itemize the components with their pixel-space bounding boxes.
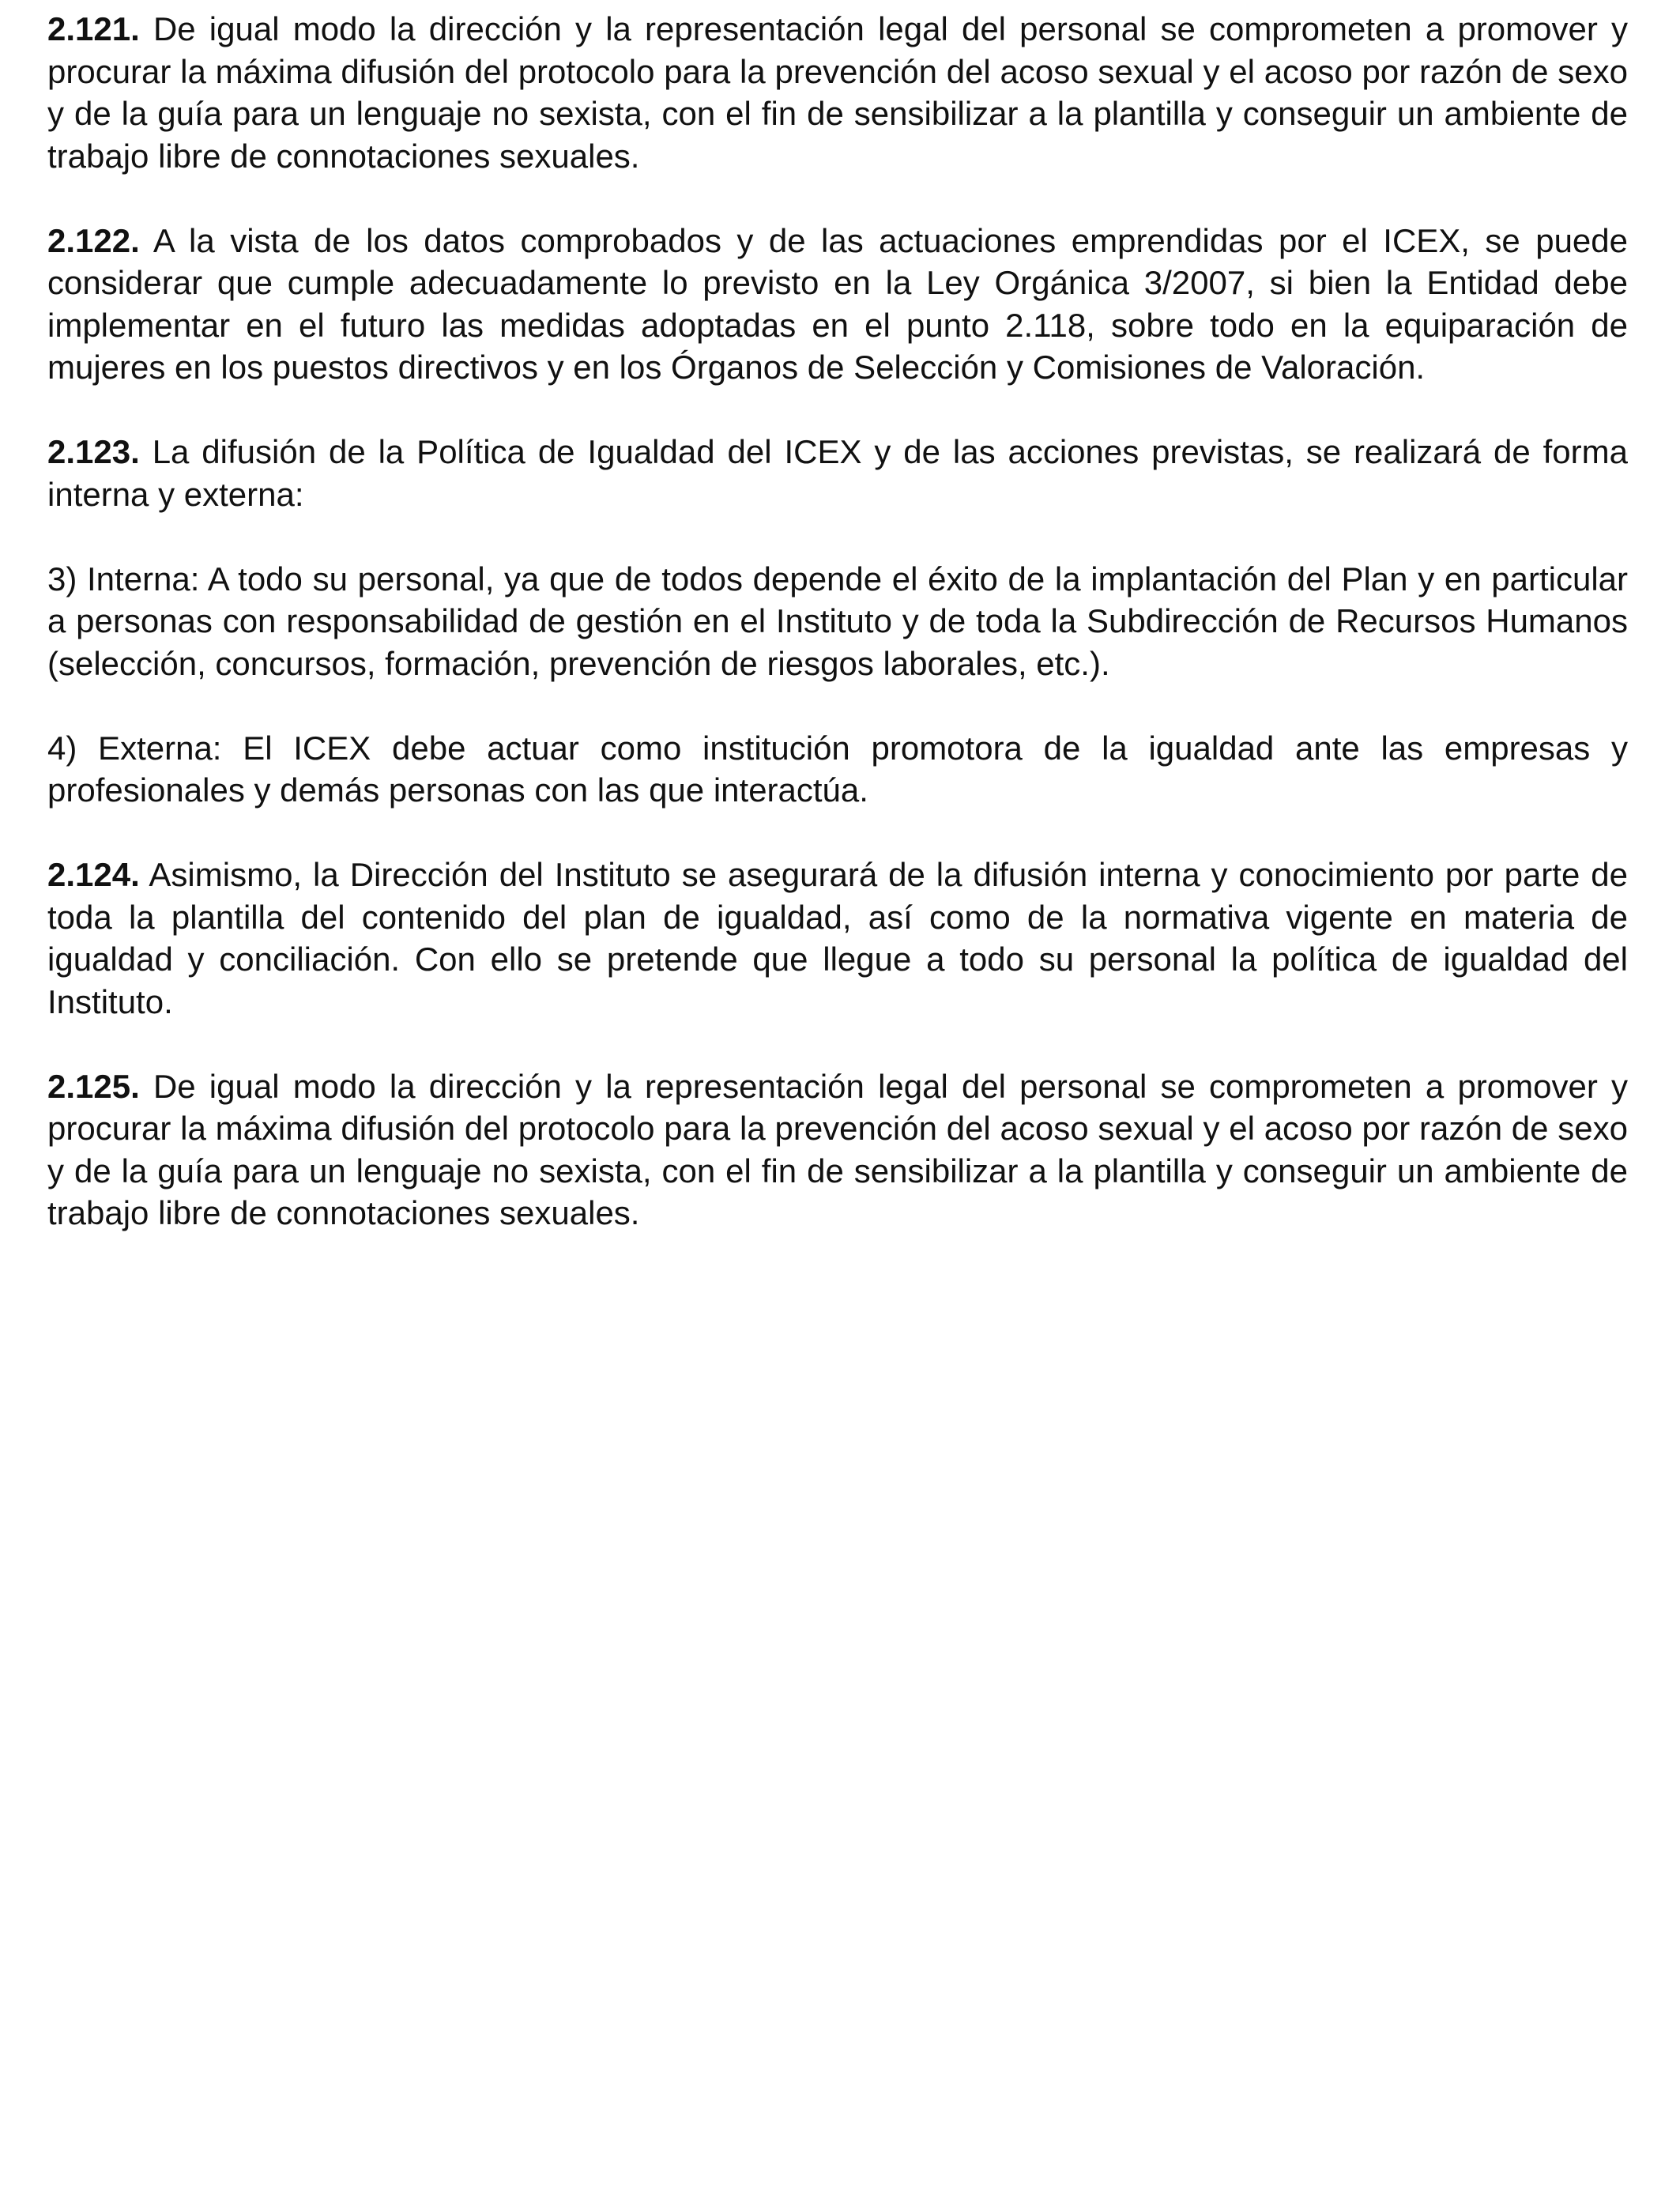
paragraph-internal: [47, 558, 1628, 685]
paragraph-text: 4) Externa: El ICEX debe actuar como institución promotora de la igualdad ante las empresas y profesionales y demás personas con las que interactúa.: [47, 729, 1628, 809]
document-page: [47, 8, 1628, 1276]
paragraph-text: De igual modo la dirección y la representación legal del personal se comprometen a promover y procurar la máxima difusión del protocolo para la prevención del acoso sexual y el acoso por razón de sexo y de la guía para un lenguaje no sexista, con el fin de sensibilizar a la plantilla y conseguir un ambiente de trabajo libre de connotaciones sexuales.: [47, 1067, 1628, 1231]
paragraph-text: A la vista de los datos comprobados y de las actuaciones emprendidas por el ICEX, se puede considerar que cumple adecuadamente lo previsto en la Ley Orgánica 3/2007, si bien la Entidad debe implementar en el futuro las medidas adoptadas en el punto 2.118, sobre todo en la equiparación de mujeres en los puestos directivos y en los Órganos de Selección y Comisiones de Valoración.: [47, 221, 1629, 386]
paragraph-2-121: [47, 8, 1628, 177]
paragraph-2-125: [47, 1065, 1628, 1235]
paragraph-number: 2.122.: [47, 221, 140, 259]
paragraph-text: De igual modo la dirección y la representación legal del personal se comprometen a promover y procurar la máxima difusión del protocolo para la prevención del acoso sexual y el acoso por razón de sexo y de la guía para un lenguaje no sexista, con el fin de sensibilizar a la plantilla y conseguir un ambiente de trabajo libre de connotaciones sexuales.: [47, 10, 1628, 175]
paragraph-number: 2.121.: [47, 10, 140, 47]
paragraph-number: 2.123.: [47, 433, 140, 470]
paragraph-text: Asimismo, la Dirección del Instituto se asegurará de la difusión interna y conocimiento por parte de toda la plantilla del contenido del plan de igualdad, así como de la normativa vigente en materia de igualdad y conciliación. Con ello se pretende que llegue a todo su personal la política de igualdad del Instituto.: [47, 856, 1628, 1020]
paragraph-2-122: [47, 220, 1628, 389]
paragraph-2-123: [47, 431, 1628, 515]
paragraph-external: [47, 727, 1628, 812]
paragraph-number: 2.124.: [47, 856, 140, 893]
paragraph-2-124: [47, 854, 1628, 1023]
paragraph-text: 3) Interna: A todo su personal, ya que de todos depende el éxito de la implantación del Plan y en particular a personas con responsabilidad de gestión en el Instituto y de toda la Subdirección de Recursos Humanos (selección, concursos, formación, prevención de riesgos laborales, etc.).: [47, 560, 1628, 682]
paragraph-number: 2.125.: [47, 1067, 140, 1105]
paragraph-text: La difusión de la Política de Igualdad del ICEX y de las acciones previstas, se realizará de forma interna y externa:: [47, 433, 1628, 513]
